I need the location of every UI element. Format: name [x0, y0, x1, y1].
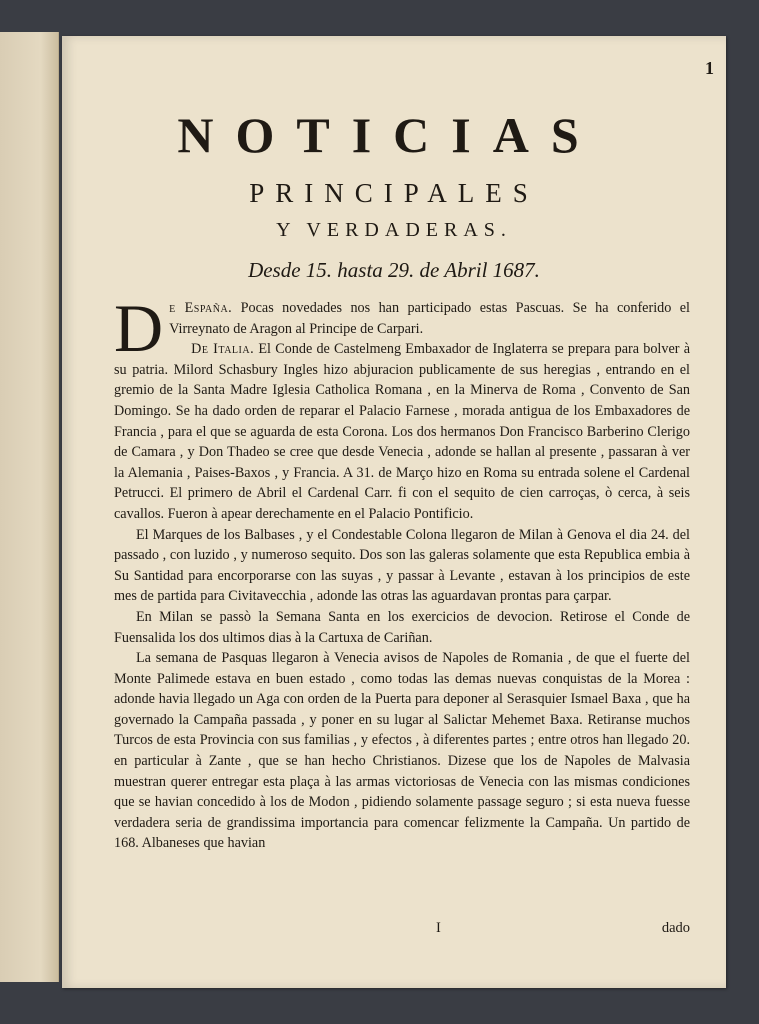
dateline: Desde 15. hasta 29. de Abril 1687. — [248, 258, 540, 282]
paragraph-milan: En Milan se passò la Semana Santa en los exercicios de devocion. Retirose el Conde de Fuensalida los dos ultimos dias à la Cartuxa de Cariñan. — [114, 608, 690, 646]
section-heading-italy: De Italia. — [191, 341, 255, 358]
drop-cap: D — [114, 290, 164, 366]
section-heading-spain: e España. — [169, 300, 233, 316]
masthead-subtitle: PRINCIPALES — [249, 178, 539, 208]
document-page — [62, 36, 726, 988]
page-footer — [114, 920, 690, 942]
paragraph-genova: El Marques de los Balbases , y el Condestable Colona llegaron de Milan à Genova el dia 24. del passado , con luzido , y numeroso sequito. Dos son las galeras solamente que esta Republica embia à Su Santidad para encorporarse con las suyas , y passar à Levante , estavan à los principios de este mes de partida para Civitavecchia , adonde las otras las aguardavan prontas para çarpar. — [114, 526, 690, 605]
paragraph-venecia: La semana de Pasquas llegaron à Venecia avisos de Napoles de Romania , de que el fuerte del Monte Palimede estava en buen estado , como todas las demas nuevas conquistas de la Morea : adonde havia llegado un Aga con orden de la Puerta para deponer al Serasquier Ismael Baxa , que ha governado la Campaña passada , y poner en su lugar al Salictar Mehemet Baxa. Retiranse muchos Turcos de esta Provincia con sus familias , y efectos , à diferentes partes ; entre otros han llegado 20. en particular à Zante , que se han hecho Christianos. Dizese que los de Napoles de Malvasia muestran querer entregar esta plaça à las armas victoriosas de Venecia con las mismas condiciones que se havian concedido à los de Modon , pidiendo solamente passage seguro ; si esta nueva fuesse verdadera seria de grandissima importancia para comencar felizmente la Campaña. Un partido de 168. Albaneses que havian — [114, 650, 690, 852]
article-body — [114, 290, 690, 854]
paragraph-text: Pocas novedades nos han participado estas Pascuas. Se ha conferido el Virreynato de Aragon al Principe de Carpari. — [169, 300, 690, 337]
masthead-title: NOTICIAS — [177, 107, 601, 163]
catchword: dado — [661, 920, 690, 936]
masthead-subtitle-2: Y VERDADERAS. — [276, 219, 512, 241]
paragraph-italy — [114, 339, 690, 524]
signature-mark: I — [436, 920, 441, 936]
facing-page-edge — [0, 32, 59, 982]
paragraph-text: El Conde de Castelmeng Embaxador de Inglaterra se prepara para bolver à su patria. Milord Schasbury Ingles hizo abjuracion publicamente de sus heregias , entrando en el gremio de la Santa Madre Iglesia Catholica Romana , en la Minerva de Roma , Convento de San Domingo. Se ha dado orden de reparar el Palacio Farnese , morada antigua de los Embaxadores de Francia , para el que se aguarda de esta Corona. Los dos hermanos Don Francisco Barberino Clerigo de Camara , y Don Thadeo se cree que desde Venecia , adonde se hallan al presente , passaran à ver la Alemania , Paises-Baxos , y Francia. A 31. de Março hizo en Roma su entrada solene el Cardenal Petrucci. El primero de Abril el Cardenal Carr. fi con el sequito de cien carroças, ò cerca, à seis cavallos. Fueron à apear derechamente en el Palacio Pontificio. — [114, 341, 690, 522]
page-number: 1 — [705, 58, 714, 78]
